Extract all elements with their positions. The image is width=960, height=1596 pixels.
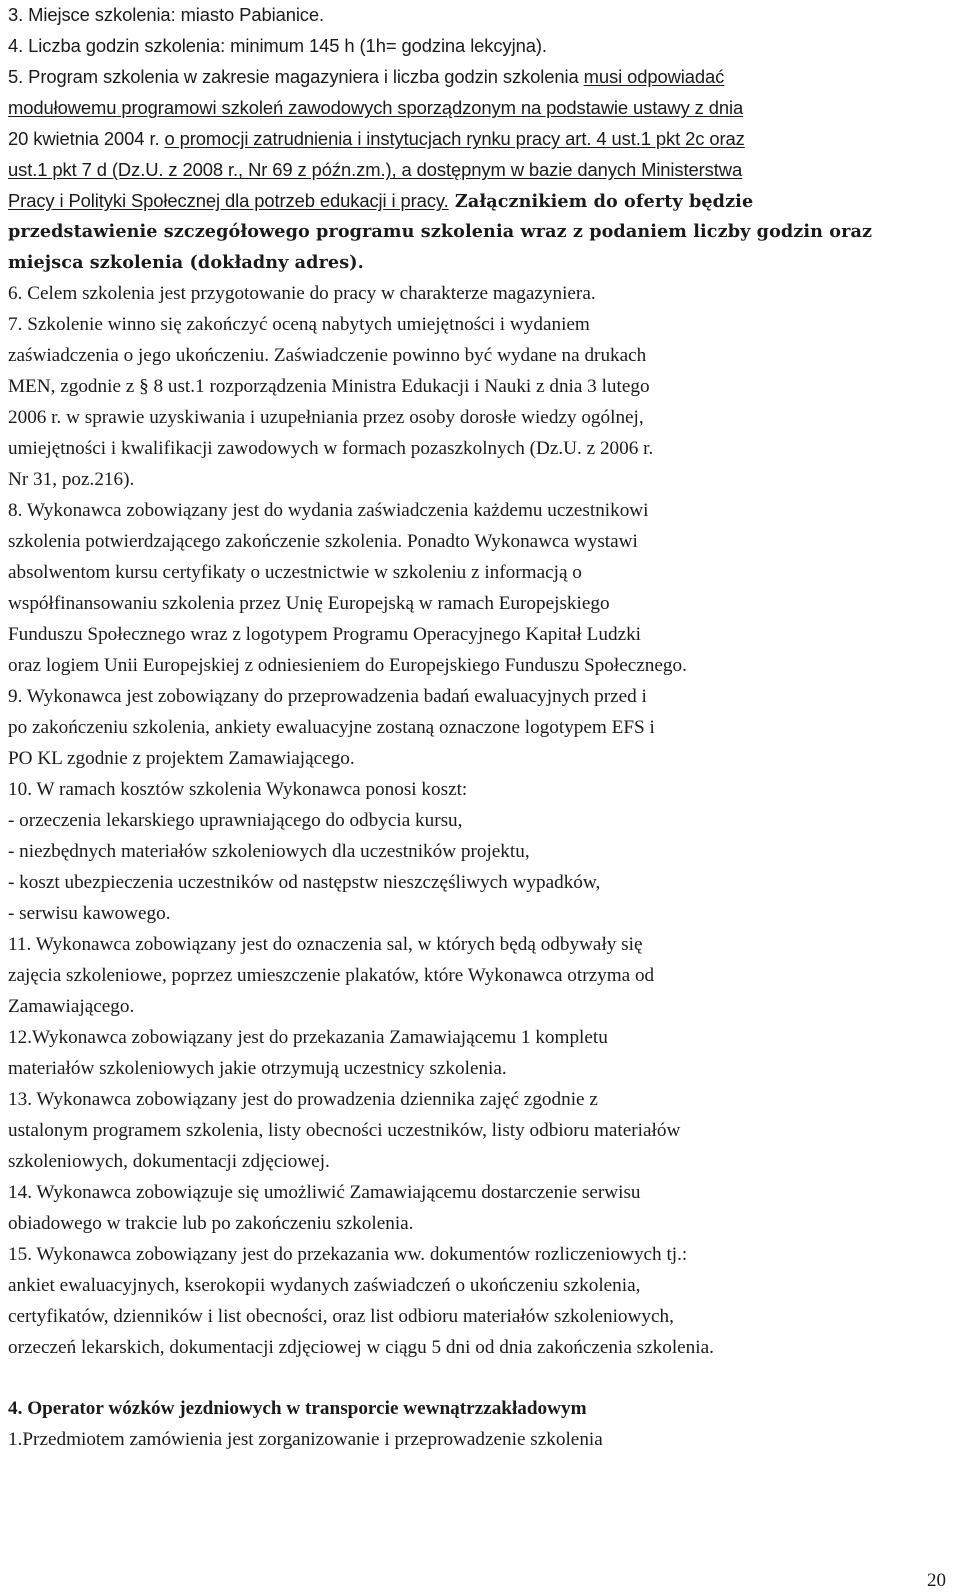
text-segment: ustalonym programem szkolenia, listy obecności uczestników, listy odbioru materiałów — [8, 1120, 681, 1141]
text-line — [8, 1118, 680, 1144]
text-line — [8, 870, 600, 896]
text-line — [8, 64, 724, 90]
text-line — [8, 901, 171, 927]
text-line — [8, 498, 649, 524]
text-segment-underlined: o promocji zatrudnienia i instytucjach rynku pracy art. 4 ust.1 pkt 2c oraz — [164, 128, 745, 149]
text-segment: MEN, zgodnie z § 8 ust.1 rozporządzenia Ministra Edukacji i Nauki z dnia 3 lutego — [8, 376, 650, 397]
text-line — [8, 343, 646, 369]
text-segment: orzeczeń lekarskich, dokumentacji zdjęciowej w ciągu 5 dni od dnia zakończenia szkolenia. — [8, 1337, 714, 1358]
text-line — [8, 1242, 687, 1268]
text-segment: - serwisu kawowego. — [8, 903, 171, 924]
text-segment: umiejętności i kwalifikacji zawodowych w formach pozaszkolnych (Dz.U. z 2006 r. — [8, 438, 654, 459]
text-line — [8, 436, 653, 462]
text-segment: 8. Wykonawca zobowiązany jest do wydania zaświadczenia każdemu uczestnikowi — [8, 500, 649, 521]
text-segment: 5. Program szkolenia w zakresie magazyniera i liczba godzin szkolenia — [8, 66, 584, 87]
text-segment: szkolenia potwierdzającego zakończenie szkolenia. Ponadto Wykonawca wystawi — [8, 531, 638, 552]
text-line — [8, 33, 547, 59]
text-line — [8, 281, 596, 307]
text-segment: po zakończeniu szkolenia, ankiety ewaluacyjne zostaną oznaczone logotypem EFS i — [8, 717, 655, 738]
text-line — [8, 560, 582, 586]
text-line — [8, 188, 753, 215]
section-heading — [8, 1396, 587, 1422]
text-segment: zajęcia szkoleniowe, poprzez umieszczenie plakatów, które Wykonawca otrzyma od — [8, 965, 655, 986]
text-segment: 20 kwietnia 2004 r. — [8, 128, 165, 149]
text-segment: obiadowego w trakcie lub po zakończeniu szkolenia. — [8, 1213, 414, 1234]
text-segment-underlined: modułowemu programowi szkoleń zawodowych sporządzonym na podstawie ustawy z dnia — [8, 97, 744, 118]
text-segment-underlined: ust.1 pkt 7 d (Dz.U. z 2008 r., Nr 69 z późn.zm.), a dostępnym w bazie danych Ministerstwa — [8, 159, 743, 180]
text-segment: 13. Wykonawca zobowiązany jest do prowadzenia dziennika zajęć zgodnie z — [8, 1089, 598, 1110]
text-segment: ankiet ewaluacyjnych, kserokopii wydanych zaświadczeń o ukończeniu szkolenia, — [8, 1275, 641, 1296]
text-segment: materiałów szkoleniowych jakie otrzymują uczestnicy szkolenia. — [8, 1058, 507, 1079]
text-line — [8, 95, 743, 121]
text-line — [8, 715, 655, 741]
page-number: 20 — [927, 1570, 946, 1591]
text-line — [8, 157, 742, 183]
text-segment: 10. W ramach kosztów szkolenia Wykonawca ponosi koszt: — [8, 779, 468, 800]
text-line — [8, 777, 467, 803]
text-line — [8, 963, 654, 989]
text-segment: 2006 r. w sprawie uzyskiwania i uzupełniania przez osoby dorosłe wiedzy ogólnej, — [8, 407, 644, 428]
text-line — [8, 839, 530, 865]
text-segment-underlined: Pracy i Polityki Społecznej dla potrzeb edukacji i pracy. — [8, 190, 449, 211]
text-segment: Zamawiającego. — [8, 996, 135, 1017]
text-line — [8, 1304, 674, 1330]
text-segment: absolwentom kursu certyfikaty o uczestnictwie w szkoleniu z informacją o — [8, 562, 582, 583]
text-segment: 11. Wykonawca zobowiązany jest do oznaczenia sal, w których będą odbywały się — [8, 934, 643, 955]
text-line-bold — [8, 250, 364, 276]
text-line — [8, 684, 647, 710]
text-segment: certyfikatów, dzienników i list obecności, oraz list odbioru materiałów szkoleniowych, — [8, 1306, 674, 1327]
text-line — [8, 467, 134, 493]
text-line — [8, 932, 642, 958]
text-segment: zaświadczenia o jego ukończeniu. Zaświadczenie powinno być wydane na drukach — [8, 345, 647, 366]
text-segment: współfinansowaniu szkolenia przez Unię Europejską w ramach Europejskiego — [8, 593, 610, 614]
text-line — [8, 653, 687, 679]
text-segment-underlined: musi odpowiadać — [583, 66, 725, 87]
text-line — [8, 591, 610, 617]
text-segment: - niezbędnych materiałów szkoleniowych dla uczestników projektu, — [8, 841, 530, 862]
text-segment: PO KL zgodnie z projektem Zamawiającego. — [8, 748, 355, 769]
text-line — [8, 1025, 608, 1051]
text-segment: 9. Wykonawca jest zobowiązany do przeprowadzenia badań ewaluacyjnych przed i — [8, 686, 647, 707]
text-segment-bold: 4. Operator wózków jezdniowych w transporcie wewnątrzzakładowym — [8, 1398, 587, 1419]
text-line-bold — [8, 219, 872, 245]
text-segment-bold: miejsca szkolenia (dokładny adres). — [8, 252, 364, 273]
text-line — [8, 1273, 640, 1299]
text-line — [8, 994, 134, 1020]
text-line — [8, 1211, 413, 1237]
text-segment-bold: przedstawienie szczegółowego programu szkolenia wraz z podaniem liczby godzin oraz — [8, 221, 873, 242]
text-segment: Nr 31, poz.216). — [8, 469, 135, 490]
text-line — [8, 622, 641, 648]
text-line — [8, 2, 324, 28]
text-line — [8, 312, 590, 338]
text-line — [8, 808, 462, 834]
text-line — [8, 1180, 641, 1206]
text-segment: oraz logiem Unii Europejskiej z odniesieniem do Europejskiego Funduszu Społecznego. — [8, 655, 687, 676]
text-segment: 7. Szkolenie winno się zakończyć oceną nabytych umiejętności i wydaniem — [8, 314, 590, 335]
text-line — [8, 126, 745, 152]
text-segment: 4. Liczba godzin szkolenia: minimum 145 h (1h= godzina lekcyjna). — [8, 35, 547, 56]
text-segment: 3. Miejsce szkolenia: miasto Pabianice. — [8, 4, 325, 25]
text-line — [8, 1149, 330, 1175]
text-segment: 6. Celem szkolenia jest przygotowanie do pracy w charakterze magazyniera. — [8, 283, 596, 304]
text-line — [8, 1087, 598, 1113]
text-segment: 12.Wykonawca zobowiązany jest do przekazania Zamawiającemu 1 kompletu — [8, 1027, 608, 1048]
text-segment: Funduszu Społecznego wraz z logotypem Programu Operacyjnego Kapitał Ludzki — [8, 624, 642, 645]
text-line — [8, 405, 644, 431]
text-segment: - orzeczenia lekarskiego uprawniającego do odbycia kursu, — [8, 810, 463, 831]
text-segment: - koszt ubezpieczenia uczestników od następstw nieszczęśliwych wypadków, — [8, 872, 601, 893]
text-line — [8, 1427, 603, 1453]
text-line — [8, 1335, 714, 1361]
text-segment: 15. Wykonawca zobowiązany jest do przekazania ww. dokumentów rozliczeniowych tj.: — [8, 1244, 688, 1265]
text-line — [8, 746, 355, 772]
text-segment: szkoleniowych, dokumentacji zdjęciowej. — [8, 1151, 330, 1172]
text-segment-bold: Załącznikiem do oferty będzie — [448, 191, 754, 212]
text-line — [8, 374, 650, 400]
text-segment: 14. Wykonawca zobowiązuje się umożliwić Zamawiającemu dostarczenie serwisu — [8, 1182, 641, 1203]
text-line — [8, 1056, 507, 1082]
text-line — [8, 529, 638, 555]
text-segment: 1.Przedmiotem zamówienia jest zorganizowanie i przeprowadzenie szkolenia — [8, 1429, 603, 1450]
